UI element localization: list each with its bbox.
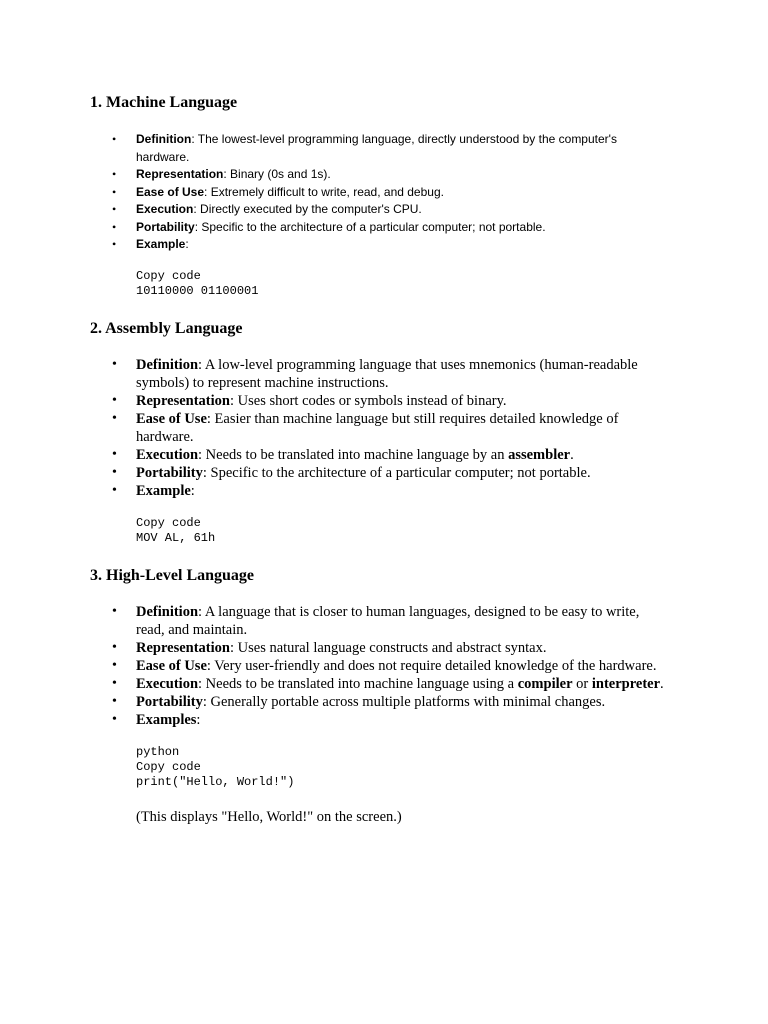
list-item (90, 482, 666, 500)
item-text: : Needs to be translated into machine language by an (198, 447, 509, 463)
item-term: Execution (136, 202, 194, 216)
item-term: Portability (136, 465, 203, 481)
section-heading: 2. Assembly Language (90, 320, 243, 337)
item-text: : (185, 237, 189, 251)
item-text: . (570, 447, 574, 463)
item-text: : Needs to be translated into machine language using a (198, 676, 518, 692)
item-text: : The lowest-level programming language, directly understood by the computer's hardware. (136, 132, 617, 164)
section-high-level-language (90, 566, 690, 826)
list-item (90, 657, 666, 675)
list-item (90, 219, 666, 237)
bullet-list (90, 131, 690, 254)
code-line: python (136, 745, 180, 759)
code-line: 10110000 01100001 (136, 283, 259, 298)
item-term: Portability (136, 219, 195, 234)
item-term: Ease of Use (136, 184, 205, 199)
item-term: Example (136, 483, 191, 499)
list-item (90, 392, 666, 410)
list-item (90, 356, 666, 392)
list-item (90, 603, 666, 639)
item-text: or (572, 676, 592, 692)
list-item (90, 131, 666, 166)
list-item (90, 693, 666, 711)
item-text: : Very user-friendly and does not require detailed knowledge of the hardware. (206, 658, 657, 674)
item-text: : Binary (0s and 1s). (223, 167, 331, 181)
item-term: Execution (136, 447, 199, 463)
list-item (90, 464, 666, 482)
code-block (90, 269, 690, 299)
code-block (90, 745, 690, 790)
code-block (90, 516, 690, 546)
item-text: : A low-level programming language that uses mnemonics (human-readable symbols) to represent machine instructions. (136, 357, 638, 391)
code-line: print("Hello, World!") (136, 775, 295, 789)
item-term: Examples (136, 712, 197, 728)
item-term: Representation (136, 640, 230, 656)
list-item (90, 639, 666, 657)
list-item (90, 675, 666, 693)
item-term: Representation (136, 167, 224, 181)
item-text: : (196, 712, 201, 728)
item-text: : Specific to the architecture of a particular computer; not portable. (202, 465, 591, 481)
item-text: : (190, 483, 195, 499)
item-emphasis: assembler (508, 447, 571, 463)
code-line: Copy code (136, 516, 201, 530)
section-heading: 3. High-Level Language (90, 567, 255, 584)
section-assembly-language (90, 319, 690, 546)
list-item (90, 410, 666, 446)
item-text: . (660, 676, 664, 692)
list-item (90, 184, 666, 202)
list-item (90, 711, 666, 729)
example-note: (This displays "Hello, World!" on the screen.) (136, 809, 402, 825)
section-heading: 1. Machine Language (90, 94, 238, 111)
item-text: : Generally portable across multiple platforms with minimal changes. (202, 694, 606, 710)
item-text: : Specific to the architecture of a particular computer; not portable. (194, 219, 546, 234)
code-line: Copy code (136, 268, 201, 283)
list-item (90, 201, 666, 219)
item-text: : A language that is closer to human languages, designed to be easy to write, read, and maintain. (136, 604, 640, 638)
code-line: MOV AL, 61h (136, 531, 216, 545)
item-emphasis: interpreter (591, 676, 661, 692)
item-term: Definition (136, 604, 199, 620)
item-term: Definition (136, 357, 199, 373)
bullet-list (90, 356, 690, 500)
section-machine-language (90, 93, 690, 299)
item-term: Definition (136, 132, 192, 146)
item-text: : Uses natural language constructs and abstract syntax. (229, 640, 547, 656)
item-text: : Easier than machine language but still requires detailed knowledge of hardware. (136, 411, 619, 445)
item-text: : Directly executed by the computer's CPU. (193, 202, 422, 216)
item-term: Ease of Use (136, 658, 207, 674)
item-term: Portability (136, 694, 203, 710)
item-term: Ease of Use (136, 411, 207, 427)
list-item (90, 236, 666, 254)
list-item (90, 446, 666, 464)
item-term: Representation (136, 393, 230, 409)
bullet-list (90, 603, 690, 729)
item-term: Execution (136, 676, 199, 692)
item-text: : Uses short codes or symbols instead of binary. (229, 393, 507, 409)
item-emphasis: compiler (517, 676, 573, 692)
list-item (90, 166, 666, 184)
code-line: Copy code (136, 760, 201, 774)
item-term: Example (136, 237, 186, 251)
item-text: : Extremely difficult to write, read, and debug. (204, 184, 444, 199)
